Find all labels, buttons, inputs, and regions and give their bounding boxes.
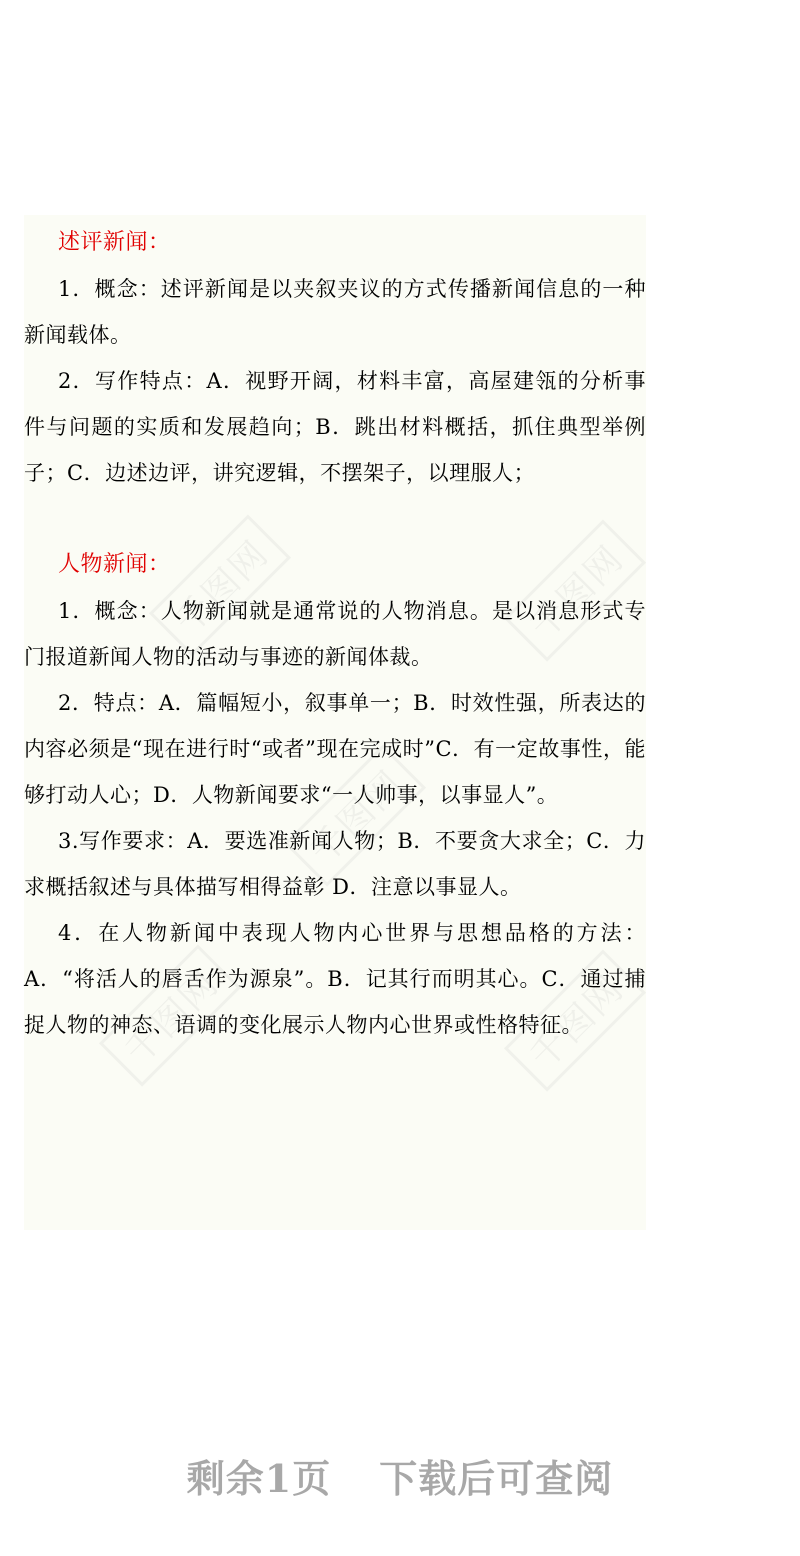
remaining-pages-label: 剩余1页 [186, 1456, 332, 1501]
paragraph-writing-features: 2．写作特点：A．视野开阔，材料丰富，高屋建瓴的分析事件与问题的实质和发展趋向；B．跳出材料概括，抓住典型举例子；C．边述边评，讲究逻辑，不摆架子，以理服人； [24, 369, 646, 485]
document-content [24, 220, 646, 1048]
download-to-view-label: 下载后可查阅 [379, 1456, 614, 1501]
section-spacer [24, 496, 646, 542]
paragraph-writing-requirements: 3.写作要求：A．要选准新闻人物；B．不要贪大求全；C．力求概括叙述与具体描写相得益彰 D．注意以事显人。 [24, 829, 646, 899]
paragraph-concept: 1．概念：人物新闻就是通常说的人物消息。是以消息形式专门报道新闻人物的活动与事迹的新闻体裁。 [24, 599, 646, 669]
section-heading-people-news: 人物新闻： [58, 552, 171, 577]
download-prompt[interactable] [0, 1448, 800, 1503]
paragraph-concept: 1．概念：述评新闻是以夹叙夹议的方式传播新闻信息的一种新闻载体。 [24, 277, 646, 347]
paragraph-methods: 4．在人物新闻中表现人物内心世界与思想品格的方法：A．“将活人的唇舌作为源泉”。B．记其行而明其心。C．通过捕捉人物的神态、语调的变化展示人物内心世界或性格特征。 [24, 921, 646, 1037]
paragraph-features: 2．特点：A．篇幅短小，叙事单一；B．时效性强，所表达的内容必须是“现在进行时“或者”现在完成时”C．有一定故事性，能够打动人心；D．人物新闻要求“一人帅事，以事显人”。 [24, 691, 646, 807]
section-heading-commentary-news: 述评新闻： [58, 230, 171, 255]
